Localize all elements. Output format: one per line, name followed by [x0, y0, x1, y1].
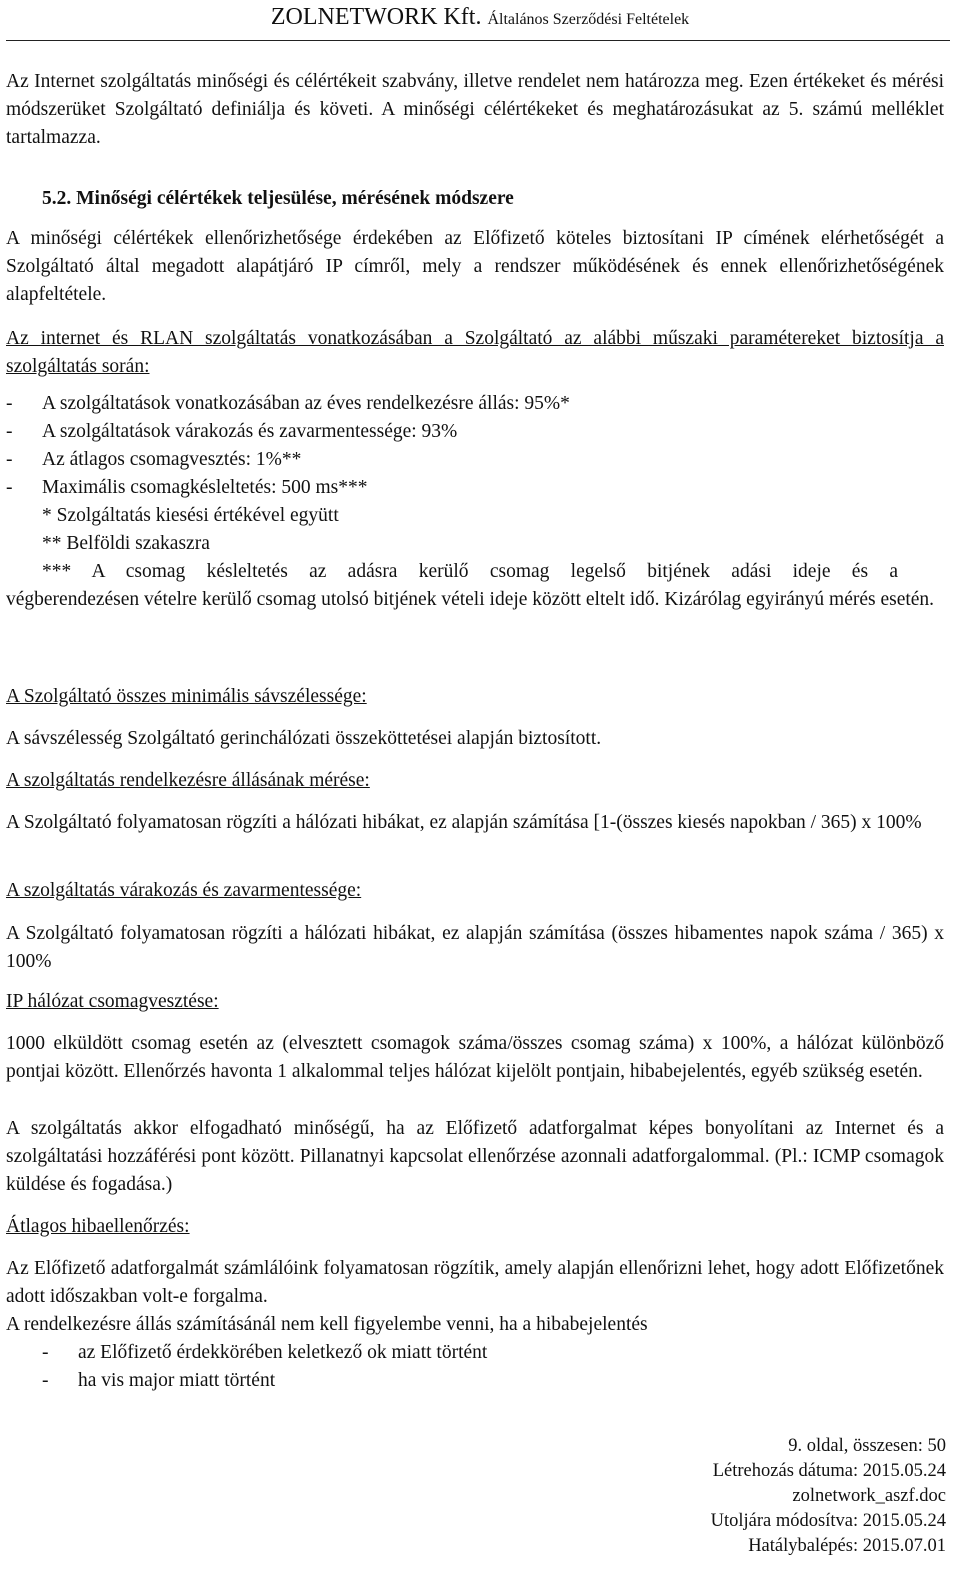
section-title: Minőségi célértékek teljesülése, mérésének módszere: [76, 188, 514, 209]
footnote-1: * Szolgáltatás kiesési értékével együtt: [42, 505, 339, 526]
exclusion-intro: A rendelkezésre állás számításánál nem kell figyelembe venni, ha a hibabejelentés: [6, 1314, 648, 1335]
header-rule: [6, 40, 950, 41]
acceptable-quality-text: A szolgáltatás akkor elfogadható minőségű, ha az Előfizető adatforgalmat képes bonyolítani az Internet és a szolgáltatási hozzáférési pont között. Pillanatnyi kapcsolat ellenőrzése azonnali adatforgalommal. (Pl.: ICMP csomagok küldése és fogadása.): [6, 1118, 944, 1195]
page-footer: [711, 1434, 946, 1559]
params-intro: Az internet és RLAN szolgáltatás vonatkozásában a Szolgáltató az alábbi műszaki paramétereket biztosítja a szolgáltatás során:: [6, 328, 944, 377]
file-name: zolnetwork_aszf.doc: [792, 1486, 946, 1506]
intro-paragraph: Az Internet szolgáltatás minőségi és célértékeit szabvány, illetve rendelet nem határozza meg. Ezen értékeket és mérési módszerüket Szolgáltató definiálja és követi. A minőségi célértékeket és meghatározásukat az 5. számú melléklet tartalmazza.: [6, 71, 944, 148]
param-item-latency: Maximális csomagkésleltetés: 500 ms***: [42, 477, 368, 498]
list-dash: -: [6, 421, 13, 442]
list-dash: -: [42, 1370, 49, 1391]
ip-paragraph: A minőségi célértékek ellenőrizhetősége érdekében az Előfizető köteles biztosítani IP címének elérhetőségét a Szolgáltató által megadott alapátjáró IP címről, mely a rendszer működésének és ennek ellenőrizhetőségének alapfeltétele.: [6, 228, 944, 305]
waiting-heading: A szolgáltatás várakozás és zavarmentessége:: [6, 880, 362, 901]
section-heading: [42, 185, 942, 213]
effective-date: Hatálybalépés: 2015.07.01: [748, 1536, 946, 1556]
footnote-3-rest: végberendezésen vételre kerülő csomag utolsó bitjének vételi ideje között eltelt idő. Kizárólag egyirányú mérés esetén.: [6, 589, 935, 610]
exclusion-item-subscriber: az Előfizető érdekkörében keletkező ok miatt történt: [78, 1342, 488, 1363]
waiting-text: A Szolgáltató folyamatosan rögzíti a hálózati hibákat, ez alapján számítása (összes hibamentes napok száma / 365) x 100%: [6, 923, 944, 972]
list-dash: -: [6, 393, 13, 414]
created-date: Létrehozás dátuma: 2015.05.24: [712, 1461, 946, 1481]
company-name: ZOLNETWORK Kft.: [270, 4, 482, 30]
exclusion-item-vis-major: ha vis major miatt történt: [78, 1370, 276, 1391]
page-number: 9. oldal, összesen: 50: [788, 1436, 946, 1456]
list-dash: -: [6, 477, 13, 498]
list-dash: -: [42, 1342, 49, 1363]
errorcheck-text: Az Előfizető adatforgalmát számlálóink folyamatosan rögzítik, amely alapján ellenőrizni lehet, hogy adott Előfizetőnek adott időszakban volt-e forgalma.: [6, 1258, 944, 1307]
modified-date: Utoljára módosítva: 2015.05.24: [710, 1511, 946, 1531]
bandwidth-text: A sávszélesség Szolgáltató gerinchálózati összeköttetései alapján biztosított.: [6, 728, 602, 749]
availability-heading: A szolgáltatás rendelkezésre állásának mérése:: [6, 770, 370, 791]
bandwidth-heading: A Szolgáltató összes minimális sávszélessége:: [6, 686, 367, 707]
footnote-2: ** Belföldi szakaszra: [42, 533, 210, 554]
availability-text: A Szolgáltató folyamatosan rögzíti a hálózati hibákat, ez alapján számítása [1-(összes kiesés napokban / 365) x 100%: [6, 812, 922, 833]
section-number: 5.2.: [42, 188, 72, 209]
param-item-availability: A szolgáltatások vonatkozásában az éves rendelkezésre állás: 95%*: [42, 393, 570, 414]
page-header: [0, 2, 960, 35]
param-item-packetloss: Az átlagos csomagvesztés: 1%**: [42, 449, 302, 470]
footnote-3-line1: *** A csomag késleltetés az adásra kerülő csomag legelső bitjének adási ideje és a: [42, 561, 898, 582]
document-title: Általános Szerződési Feltételek: [487, 11, 690, 28]
packetloss-heading: IP hálózat csomagvesztése:: [6, 991, 219, 1012]
errorcheck-heading: Átlagos hibaellenőrzés:: [6, 1216, 190, 1237]
list-dash: -: [6, 449, 13, 470]
param-item-waiting: A szolgáltatások várakozás és zavarmentessége: 93%: [42, 421, 458, 442]
packetloss-text: 1000 elküldött csomag esetén az (elvesztett csomagok száma/összes csomag száma) x 100%, a hálózat különböző pontjai között. Ellenőrzés havonta 1 alkalommal teljes hálózat kijelölt pontjain, hibabejelentés, egyéb szükség esetén.: [6, 1033, 944, 1082]
